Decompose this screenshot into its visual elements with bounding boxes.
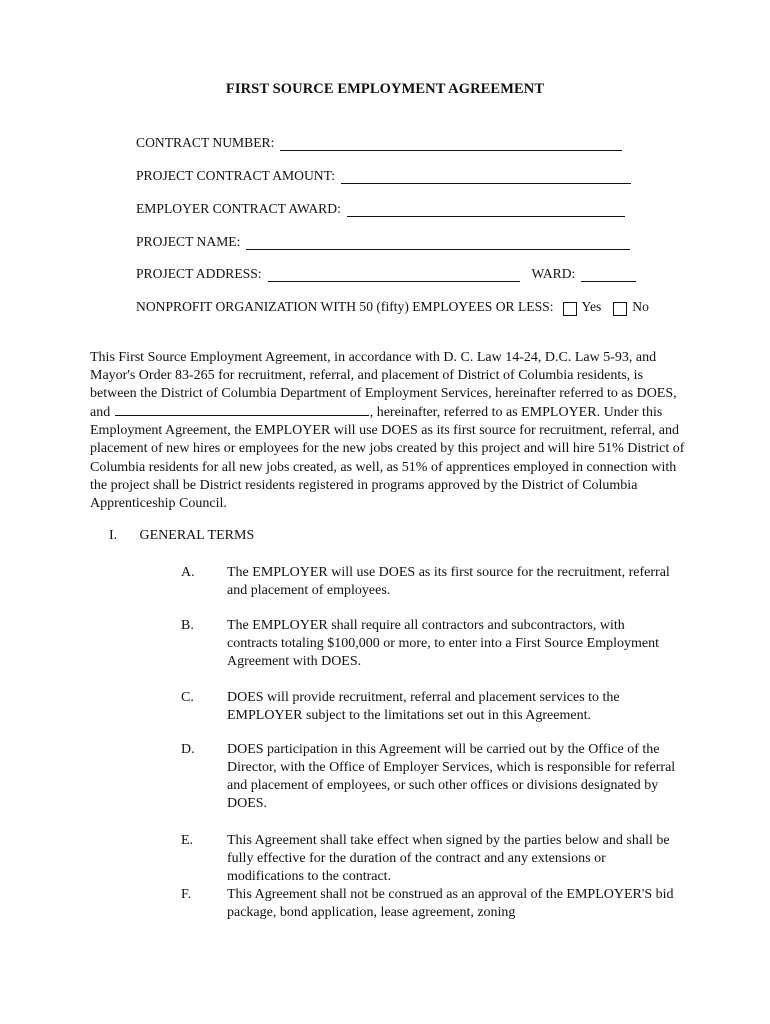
no-checkbox[interactable] <box>613 302 627 316</box>
project-contract-amount-label: PROJECT CONTRACT AMOUNT: <box>136 168 335 183</box>
project-address-field <box>136 266 636 282</box>
project-contract-amount-input[interactable] <box>341 169 631 184</box>
term-text: This Agreement shall take effect when signed by the parties below and shall be fully effective for the duration of the contract and any extensions or modifications to the contract. <box>227 833 670 885</box>
project-contract-amount-field <box>136 168 631 184</box>
employer-contract-award-input[interactable] <box>347 202 625 217</box>
term-text: DOES will provide recruitment, referral and placement services to the EMPLOYER subject to the limitations set out in this Agreement. <box>227 690 620 724</box>
project-name-input[interactable] <box>246 235 630 250</box>
intro-paragraph <box>90 349 690 513</box>
no-label: No <box>632 299 649 314</box>
term-letter: B. <box>181 618 194 633</box>
nonprofit-label: NONPROFIT ORGANIZATION WITH 50 (fifty) EMPLOYEES OR LESS: <box>136 299 554 314</box>
yes-label: Yes <box>581 299 602 314</box>
project-address-label: PROJECT ADDRESS: <box>136 266 262 281</box>
section-heading: GENERAL TERMS <box>139 528 255 543</box>
ward-input[interactable] <box>581 267 636 282</box>
section-number: I. <box>109 528 118 543</box>
intro-text-part2: , hereinafter, referred to as EMPLOYER. Under this Employment Agreement, the EMPLOYER will use DOES as its first source for recruitment, referral, and placement of new hires or employees for the new jobs created by this project and will hire 51% District of Columbia residents for all new jobs created, as well, as 51% of apprentices employed in connection with the project shall be District residents registered in programs approved by the District of Columbia Apprenticeship Council. <box>90 405 685 511</box>
section-general-terms <box>109 528 254 544</box>
term-text: The EMPLOYER will use DOES as its first source for the recruitment, referral and placement of employees. <box>227 565 670 599</box>
contract-number-field <box>136 135 622 151</box>
term-letter: A. <box>181 565 195 580</box>
term-text: This Agreement shall not be construed as an approval of the EMPLOYER'S bid package, bond application, lease agreement, zoning <box>227 887 674 921</box>
employer-contract-award-field <box>136 201 625 217</box>
employer-contract-award-label: EMPLOYER CONTRACT AWARD: <box>136 201 341 216</box>
intro-text-part1: This First Source Employment Agreement, in accordance with D. C. Law 14-24, D.C. Law 5-93, and Mayor's Order 83-265 for recruitment, referral, and placement of District of Columbia residents, is between the District of Columbia Department of Employment Services, hereinafter referred to as DOES, and <box>90 350 677 421</box>
project-name-label: PROJECT NAME: <box>136 234 241 249</box>
project-address-input[interactable] <box>268 267 520 282</box>
project-name-field <box>136 234 630 250</box>
term-text: The EMPLOYER shall require all contractors and subcontractors, with contracts totaling $100,000 or more, to enter into a First Source Employment Agreement with DOES. <box>227 618 659 670</box>
contract-number-label: CONTRACT NUMBER: <box>136 135 275 150</box>
nonprofit-field <box>136 299 649 315</box>
term-text: DOES participation in this Agreement will be carried out by the Office of the Director, with the Office of Employer Services, which is responsible for referral and placement of employees, or such other offices or divisions designated by DOES. <box>227 742 676 812</box>
contract-number-input[interactable] <box>280 136 622 151</box>
term-letter: F. <box>181 887 192 902</box>
document-title: FIRST SOURCE EMPLOYMENT AGREEMENT <box>225 81 545 97</box>
employer-name-input[interactable] <box>115 403 369 416</box>
ward-label: WARD: <box>531 266 576 281</box>
yes-checkbox[interactable] <box>563 302 577 316</box>
term-letter: D. <box>181 742 195 757</box>
term-letter: E. <box>181 833 194 848</box>
term-letter: C. <box>181 690 194 705</box>
